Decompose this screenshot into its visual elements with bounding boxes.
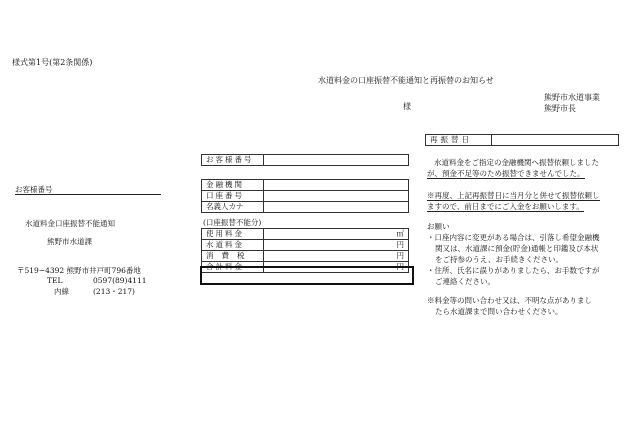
sender-block — [25, 215, 115, 251]
total-label: 合計料金 — [202, 262, 264, 273]
account-number-value — [264, 191, 409, 202]
tel-number: 0597(89)4111 — [93, 276, 147, 285]
inquiry-line-2: たら水道課まで問い合わせください。 — [435, 307, 563, 316]
customer-number-underline — [15, 194, 161, 195]
customer-number-cell-value — [264, 155, 409, 166]
tel-line — [47, 276, 147, 285]
request-line-5: ご連絡ください。 — [435, 277, 495, 286]
issuer-block — [544, 92, 600, 114]
sender-line-2: 熊野市水道課 — [47, 237, 92, 246]
addressee-suffix: 様 — [403, 102, 411, 111]
tel-label: TEL — [47, 276, 63, 285]
retry-date-label: 再振替日 — [426, 135, 492, 146]
request-list — [427, 232, 600, 287]
issuer-line-2: 熊野市長 — [544, 104, 576, 113]
failed-transfer-note: (口座振替不能分) — [203, 218, 262, 227]
table-row — [202, 251, 409, 262]
issuer-line-1: 熊野市水道事業 — [544, 93, 600, 102]
extension-label: 内線 — [54, 287, 69, 296]
failure-message-line-2: が、預金不足等のため振替できませんでした。 — [427, 169, 585, 178]
failure-message-line-1: 水道料金をご指定の金融機関へ振替依頼しました — [434, 158, 599, 167]
total-row-frame — [200, 266, 414, 285]
document-title: 水道料金の口座振替不能通知と再振替のお知らせ — [318, 76, 494, 85]
request-title: お願い — [427, 222, 450, 231]
retry-notice — [427, 190, 600, 212]
failure-message — [427, 157, 599, 179]
request-line-3: をご持参のうえ、お手続きください。 — [435, 255, 563, 264]
address-line: 〒519−4392 熊野市井戸町796番地 — [17, 266, 141, 275]
account-holder-label: 名義人カナ — [202, 202, 264, 213]
table-row — [426, 135, 619, 146]
sender-line-1: 水道料金口座振替不能通知 — [25, 219, 115, 228]
account-holder-value — [264, 202, 409, 213]
retry-notice-line-1: ※再度、上記再振替日に当月分と併せて振替依頼し — [427, 191, 600, 200]
usage-unit: ㎥ — [264, 229, 409, 240]
customer-number-table — [201, 154, 409, 166]
total-unit: 円 — [264, 262, 409, 273]
water-fee-unit: 円 — [264, 240, 409, 251]
request-line-2: 関又は、水道課に預金(貯金)通帳と印鑑及び本状 — [435, 244, 599, 253]
table-row — [202, 229, 409, 240]
customer-number-cell-label: お客様番号 — [202, 155, 264, 166]
bank-name-label: 金融機関 — [202, 180, 264, 191]
retry-notice-line-2: ますので、前日までにご入金をお願いします。 — [427, 202, 584, 211]
table-row — [202, 191, 409, 202]
account-number-label: 口座番号 — [202, 191, 264, 202]
tax-unit: 円 — [264, 251, 409, 262]
water-fee-label: 水道料金 — [202, 240, 264, 251]
inquiry-note — [427, 295, 592, 317]
customer-number-label: お客様番号 — [15, 185, 53, 194]
table-row — [202, 180, 409, 191]
inquiry-line-1: ※料金等の問い合わせ又は、不明な点がありまし — [427, 296, 592, 305]
retry-date-table — [425, 134, 619, 146]
extension-number: (213・217) — [93, 287, 135, 296]
tax-label: 消費税 — [202, 251, 264, 262]
table-row — [202, 240, 409, 251]
table-row — [202, 202, 409, 213]
bank-name-value — [264, 180, 409, 191]
extension-line — [54, 286, 135, 297]
request-line-4: ・住所、氏名に誤りがありましたら、お手数ですが — [427, 266, 600, 275]
table-row — [202, 155, 409, 166]
retry-date-value — [492, 135, 619, 146]
usage-label: 使用料金 — [202, 229, 264, 240]
request-line-1: ・口座内容に変更がある場合は、引落し希望金融機 — [427, 233, 600, 242]
form-number: 様式第1号(第2条関係) — [12, 58, 93, 67]
bank-account-table — [201, 179, 409, 213]
